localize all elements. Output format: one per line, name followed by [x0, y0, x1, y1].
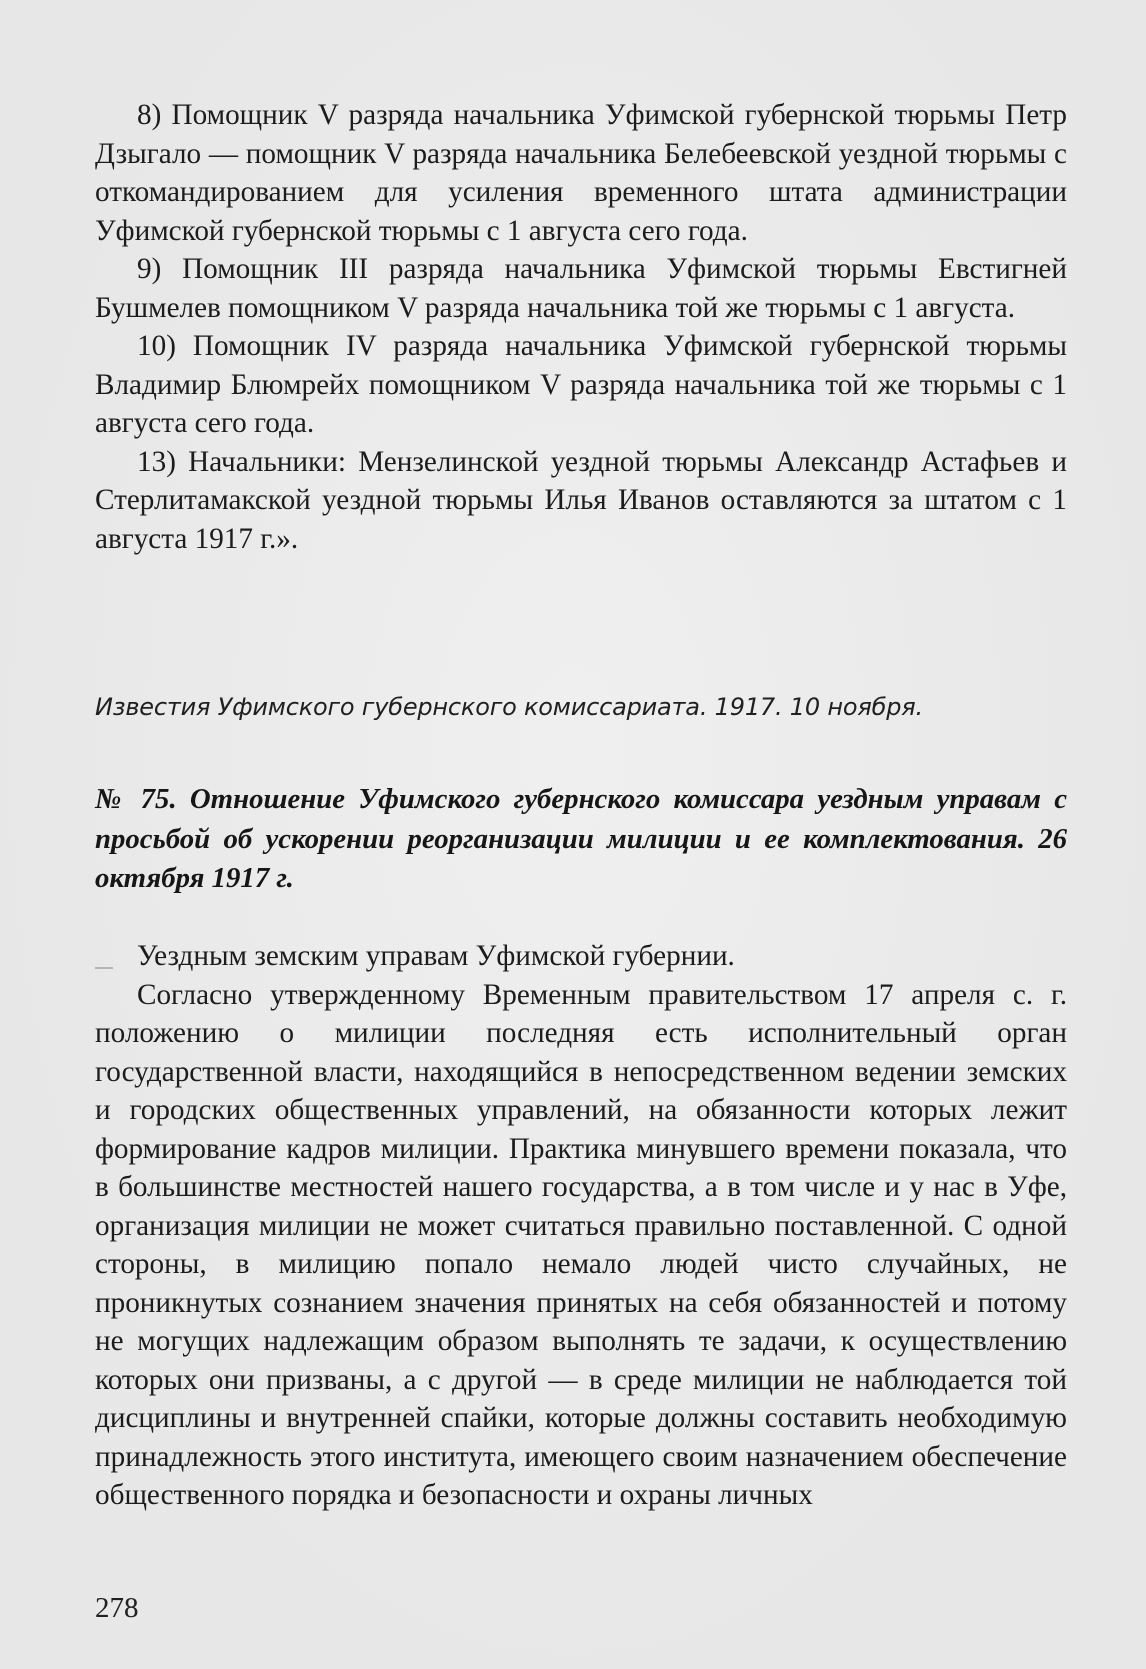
- item-13-paragraph: 13) Начальники: Мензелинской уездной тюрьмы Александр Астафьев и Стерлитамакской уездной тюрьмы Илья Иванов оставляются за штатом с 1 августа 1917 г.».: [95, 445, 1067, 555]
- letter-block: [95, 937, 1067, 1515]
- item-8-paragraph: 8) Помощник V разряда начальника Уфимской губернской тюрьмы Петр Дзыгало — помощник V разряда начальника Белебеевской уездной тюрьмы с откомандированием для усиления временного штата администрации Уфимской губернской тюрьмы с 1 августа сего года.: [95, 99, 1067, 247]
- item-10-paragraph: 10) Помощник IV разряда начальника Уфимской губернской тюрьмы Владимир Блюмрейх помощником V разряда начальника той же тюрьмы с 1 августа сего года.: [95, 330, 1067, 439]
- source-citation: Известия Уфимского губернского комиссариата. 1917. 10 ноября.: [95, 693, 923, 721]
- document-header: № 75. Отношение Уфимского губернского комиссара уездным управам с просьбой об ускорении реорганизации милиции и ее комплектования. 26 октября 1917 г.: [95, 783, 1067, 894]
- letter-body-paragraph: Согласно утвержденному Временным правительством 17 апреля с. г. положению о милиции последняя есть исполнительный орган государственной власти, находящийся в непосредственном ведении земских и городских общественных управлений, на обязанности которых лежит формирование кадров милиции. Практика минувшего времени показала, что в большинстве местностей нашего государства, а в том числе и у нас в Уфе, организация милиции не может считаться правильно поставленной. С одной стороны, в милицию попало немало людей чисто случайных, не проникнутых сознанием значения принятых на себя обязанностей и потому не могущих надлежащим образом выполнять те задачи, к осуществлению которых они призваны, а с другой — в среде милиции не наблюдается той дисциплины и внутренней спайки, которые должны составить необходимую принадлежность этого института, имеющего своим назначением обеспечение общественного порядка и безопасности и охраны личных: [95, 978, 1067, 1511]
- addressee-line: Уездным земским управам Уфимской губернии.: [137, 940, 735, 972]
- page-number: 278: [95, 1592, 139, 1624]
- top-text-block: [95, 96, 1067, 558]
- item-9-paragraph: 9) Помощник III разряда начальника Уфимской тюрьмы Евстигней Бушмелев помощником V разряда начальника той же тюрьмы с 1 августа.: [95, 253, 1067, 324]
